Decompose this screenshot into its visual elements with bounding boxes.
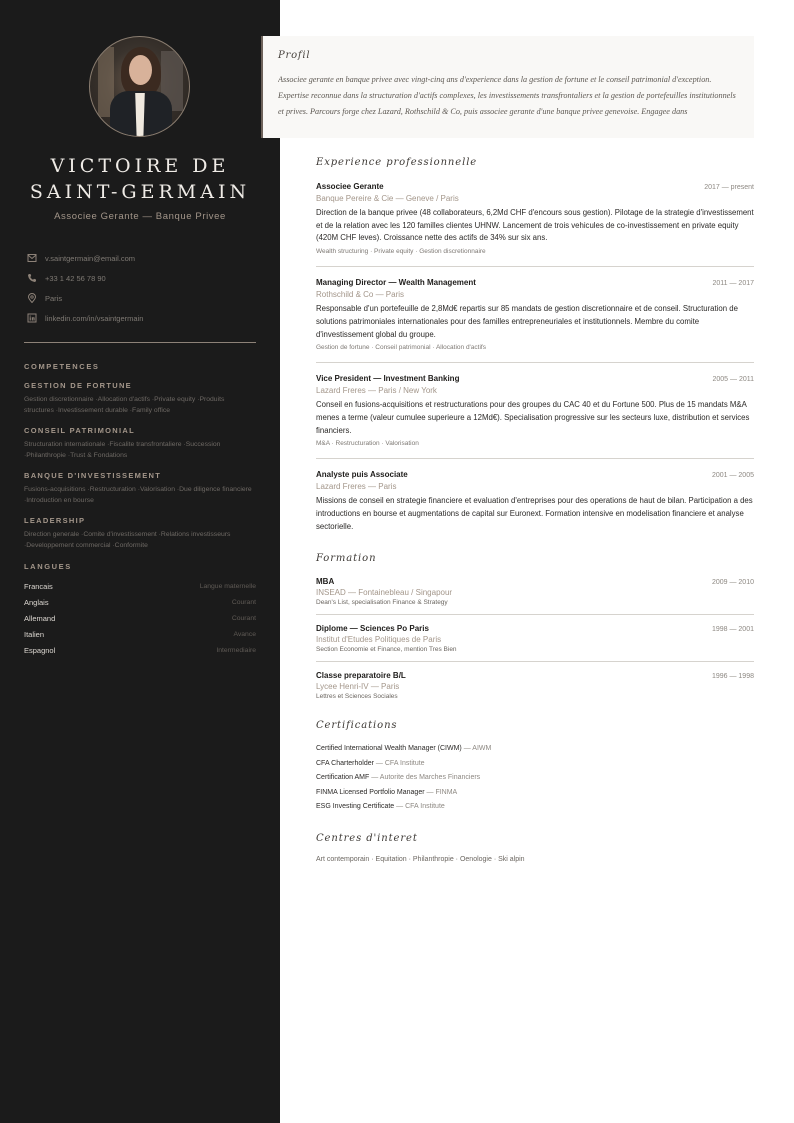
education-note: Section Economie et Finance, mention Tres Bien bbox=[316, 646, 457, 654]
skill-category-items: Gestion discretionnaire ·Allocation d'actifs ·Private equity ·Produits structures ·Investissement durable ·Family office bbox=[24, 396, 225, 414]
school: Institut d'Etudes Politiques de Paris bbox=[316, 635, 442, 645]
language-name: Anglais bbox=[24, 598, 49, 608]
skills-heading: COMPETENCES bbox=[24, 362, 100, 371]
education-item bbox=[316, 671, 754, 700]
name-line-2: SAINT-GERMAIN bbox=[29, 181, 251, 203]
certification-item: CFA Charterholder — CFA Institute bbox=[316, 759, 425, 767]
skill-category-items: Fusions-acquisitions ·Restructuration ·Valorisation ·Due diligence financiere ·Introduction en bourse bbox=[24, 486, 252, 504]
certifications-list bbox=[316, 742, 754, 815]
contact-location: Paris bbox=[24, 288, 256, 308]
certifications-heading: Certifications bbox=[316, 720, 398, 732]
skills-section bbox=[24, 362, 256, 561]
degree: Diplome — Sciences Po Paris bbox=[316, 624, 429, 634]
language-row bbox=[24, 642, 256, 658]
language-level: Intermediaire bbox=[216, 646, 256, 654]
certification-item: Certified International Wealth Manager (CIWM) — AIWM bbox=[316, 745, 492, 753]
job-title: Vice President — Investment Banking bbox=[316, 374, 460, 384]
certification-item: FINMA Licensed Portfolio Manager — FINMA bbox=[316, 788, 458, 796]
skill-category-items: Direction generale ·Comite d'investissement ·Relations investisseurs ·Developpement commercial ·Conformite bbox=[24, 531, 231, 549]
degree: MBA bbox=[316, 577, 335, 587]
mail-icon bbox=[25, 251, 39, 265]
company: Lazard Freres — Paris bbox=[316, 482, 397, 492]
name-line-1: VICTOIRE DE bbox=[50, 155, 230, 177]
skill-category-title: CONSEIL PATRIMONIAL bbox=[24, 426, 135, 435]
job-dates: 2011 — 2017 bbox=[712, 280, 754, 288]
education-note: Lettres et Sciences Sociales bbox=[316, 693, 398, 701]
education-heading: Formation bbox=[316, 553, 377, 565]
person-name bbox=[0, 153, 280, 205]
language-name: Francais bbox=[24, 582, 53, 592]
language-level: Courant bbox=[231, 599, 256, 607]
contact-list bbox=[24, 248, 256, 328]
language-row bbox=[24, 611, 256, 627]
education-dates: 1996 — 1998 bbox=[711, 673, 754, 681]
experience-item bbox=[316, 470, 754, 533]
job-dates: 2001 — 2005 bbox=[711, 472, 754, 480]
school: Lycee Henri-IV — Paris bbox=[316, 682, 400, 692]
linkedin-icon bbox=[25, 311, 39, 325]
degree: Classe preparatoire B/L bbox=[316, 671, 406, 681]
company: Lazard Freres — Paris / New York bbox=[316, 386, 437, 396]
certification-item: Certification AMF — Autorite des Marches Financiers bbox=[316, 774, 481, 782]
job-description: Responsable d'un portefeuille de 2,8Md€ repartis sur 85 mandats de gestion discretionnaire et de conseil. Structuration de solutions patrimoniales internationales pour des familles entrepreneuriales et institutionnels. Membre du comite d'investissement global du groupe. bbox=[316, 304, 738, 339]
sidebar-divider bbox=[24, 342, 256, 343]
contact-phone[interactable]: +33 1 42 56 78 90 bbox=[24, 268, 256, 288]
interests-heading: Centres d'interet bbox=[316, 832, 418, 844]
company: Banque Pereire & Cie — Geneve / Paris bbox=[316, 194, 459, 203]
language-name: Italien bbox=[24, 629, 45, 639]
contact-linkedin[interactable]: linkedin.com/in/vsaintgermain bbox=[24, 308, 256, 328]
job-title: Associee Gerante — Banque Privee bbox=[54, 211, 226, 222]
job-title: Managing Director — Wealth Management bbox=[316, 278, 476, 288]
job-title: Associee Gerante bbox=[316, 182, 384, 191]
education-item bbox=[316, 624, 754, 653]
profile-heading: Profil bbox=[278, 50, 311, 61]
profile-text: Associee gerante en banque privee avec vingt-cinq ans d'experience dans la gestion de fortune et le conseil patrimonial d'exception. Expertise reconnue dans la structuration d'actifs complexes, les investissements transfrontaliers et la gestion de portefeuilles institutionnels et prives. Parcours forge chez Lazard, Rothschild & Co, puis associee gerante d'une banque privee genevoise. Engagee dans bbox=[278, 75, 736, 116]
job-dates: 2005 — 2011 bbox=[712, 376, 754, 384]
skill-category-title: GESTION DE FORTUNE bbox=[24, 381, 132, 390]
job-description: Missions de conseil en strategie financiere et evaluation d'entreprises pour des operations de haut de bilan. Participation a des introductions en bourse et augmentations de capital sur Euronext. Formation intensive en modelisation financiere et analyse sectorielle. bbox=[316, 496, 753, 531]
interests-list: Art contemporain · Equitation · Philanthropie · Oenologie · Ski alpin bbox=[316, 855, 525, 863]
experience-item bbox=[316, 374, 754, 447]
job-dates: 2017 — present bbox=[704, 184, 754, 191]
main-content bbox=[316, 157, 754, 863]
education-note: Dean's List, specialisation Finance & Strategy bbox=[316, 599, 448, 607]
education-item bbox=[316, 577, 754, 606]
job-tags: Wealth structuring · Private equity · Gestion discretionnaire bbox=[316, 248, 486, 256]
education-dates: 2009 — 2010 bbox=[711, 579, 754, 587]
languages-heading: LANGUES bbox=[24, 562, 72, 571]
language-level: Courant bbox=[231, 614, 256, 622]
skill-category-title: BANQUE D'INVESTISSEMENT bbox=[24, 471, 162, 480]
contact-email[interactable]: v.saintgermain@email.com bbox=[24, 248, 256, 268]
language-row bbox=[24, 595, 256, 611]
sidebar bbox=[0, 0, 280, 1123]
languages-section bbox=[24, 562, 256, 658]
language-name: Allemand bbox=[24, 613, 56, 623]
job-title: Analyste puis Associate bbox=[316, 470, 408, 480]
language-level: Avance bbox=[233, 630, 256, 638]
divider bbox=[316, 266, 754, 267]
skill-category-items: Structuration internationale ·Fiscalite transfrontaliere ·Succession ·Philanthropie ·Trust & Fondations bbox=[24, 441, 221, 459]
certification-item: ESG Investing Certificate — CFA Institute bbox=[316, 803, 445, 811]
experience-heading: Experience professionnelle bbox=[316, 157, 478, 168]
job-tags: M&A · Restructuration · Valorisation bbox=[316, 440, 419, 448]
language-row bbox=[24, 579, 256, 595]
phone-icon bbox=[25, 271, 39, 285]
language-row bbox=[24, 626, 256, 642]
divider bbox=[316, 614, 754, 615]
divider bbox=[316, 458, 754, 459]
language-level: Langue maternelle bbox=[199, 583, 256, 591]
education-dates: 1998 — 2001 bbox=[711, 626, 754, 634]
company: Rothschild & Co — Paris bbox=[316, 290, 405, 300]
job-description: Conseil en fusions-acquisitions et restructurations pour des groupes du CAC 40 et du Fortune 500. Plus de 15 mandats M&A menes a terme (valeur cumulee superieure a 12Md€). Specialisation progressive sur les secteurs luxe, distribution et services financiers. bbox=[316, 400, 750, 435]
experience-item bbox=[316, 182, 754, 255]
job-description: Direction de la banque privee (48 collaborateurs, 6,2Md CHF d'encours sous gestion). Pilotage de la strategie d'investissement et de la relation avec les 120 familles clientes UHNW. Lancement de trois vehicules de co-investissement en private equity (420M CHF leves). Croissance nette des actifs de 34% sur six ans. bbox=[316, 208, 754, 243]
profile-photo bbox=[89, 36, 190, 137]
job-tags: Gestion de fortune · Conseil patrimonial · Allocation d'actifs bbox=[316, 344, 486, 352]
location-pin-icon bbox=[25, 291, 39, 305]
divider bbox=[316, 362, 754, 363]
language-name: Espagnol bbox=[24, 645, 56, 655]
experience-item bbox=[316, 278, 754, 351]
divider bbox=[316, 661, 754, 662]
skill-category-title: LEADERSHIP bbox=[24, 516, 86, 525]
profile-section bbox=[261, 36, 754, 138]
school: INSEAD — Fontainebleau / Singapour bbox=[316, 588, 453, 598]
